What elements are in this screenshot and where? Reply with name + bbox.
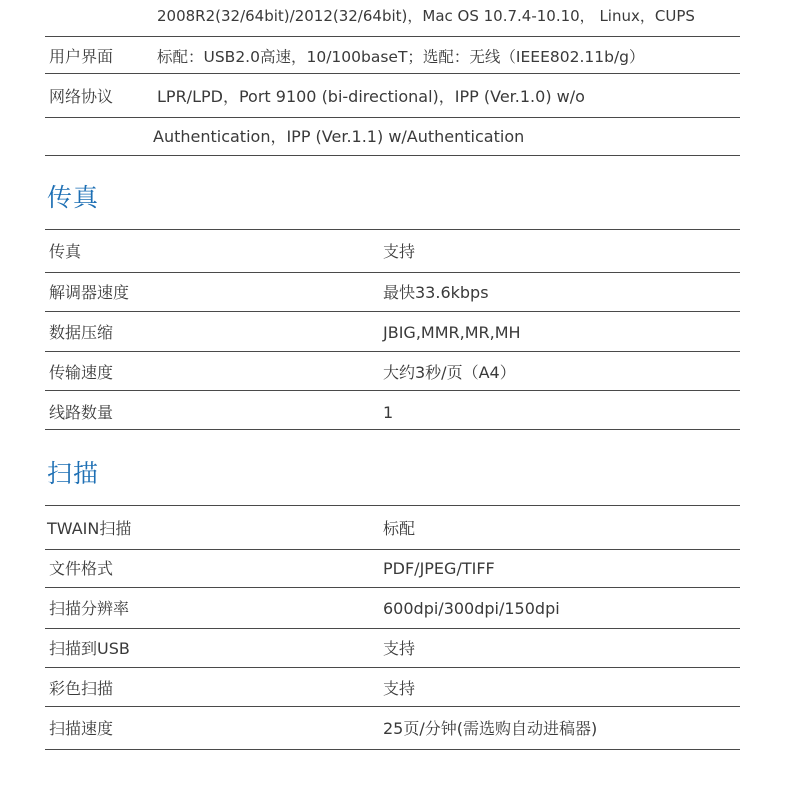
modem-speed-label: 解调器速度 (49, 283, 130, 302)
section-divider (45, 229, 740, 230)
scan-resolution-label: 扫描分辨率 (49, 599, 130, 618)
fax-value: 支持 (383, 242, 416, 261)
row-divider (45, 155, 740, 156)
protocol-value-continuation: Authentication，IPP (Ver.1.1) w/Authentication (153, 127, 525, 146)
row-divider (45, 749, 740, 750)
twain-scan-label: TWAIN扫描 (47, 519, 132, 538)
row-divider (45, 390, 740, 391)
color-scan-label: 彩色扫描 (49, 679, 114, 698)
row-divider (45, 117, 740, 118)
interface-label: 用户界面 (49, 47, 114, 66)
line-count-label: 线路数量 (49, 403, 114, 422)
row-divider (45, 311, 740, 312)
scan-speed-label: 扫描速度 (49, 719, 114, 738)
protocol-label: 网络协议 (49, 87, 114, 106)
modem-speed-value: 最快33.6kbps (383, 283, 489, 302)
twain-scan-value: 标配 (383, 519, 416, 538)
file-format-value: PDF/JPEG/TIFF (383, 559, 495, 578)
scan-to-usb-label: 扫描到USB (49, 639, 130, 658)
row-divider (45, 351, 740, 352)
color-scan-value: 支持 (383, 679, 416, 698)
os-support-continuation: 2008R2(32/64bit)/2012(32/64bit)，Mac OS 10.7.4-10.10， Linux，CUPS (157, 7, 695, 25)
row-divider (45, 587, 740, 588)
interface-value: 标配：USB2.0高速，10/100baseT；选配：无线（IEEE802.11b/g） (157, 48, 645, 66)
section-divider (45, 505, 740, 506)
line-count-value: 1 (383, 403, 394, 422)
scan-section-title: 扫描 (47, 459, 100, 488)
row-divider (45, 667, 740, 668)
protocol-value: LPR/LPD，Port 9100 (bi-directional)，IPP (Ver.1.0) w/o (157, 87, 585, 106)
row-divider (45, 429, 740, 430)
row-divider (45, 272, 740, 273)
row-divider (45, 73, 740, 74)
row-divider (45, 36, 740, 37)
compression-label: 数据压缩 (49, 323, 114, 342)
fax-section-title: 传真 (47, 183, 100, 212)
file-format-label: 文件格式 (49, 559, 114, 578)
fax-label: 传真 (49, 242, 82, 261)
row-divider (45, 628, 740, 629)
row-divider (45, 706, 740, 707)
transmission-speed-label: 传输速度 (49, 363, 114, 382)
scan-resolution-value: 600dpi/300dpi/150dpi (383, 599, 560, 618)
compression-value: JBIG,MMR,MR,MH (383, 323, 521, 342)
transmission-speed-value: 大约3秒/页（A4） (383, 363, 516, 382)
scan-to-usb-value: 支持 (383, 639, 416, 658)
scan-speed-value: 25页/分钟(需选购自动进稿器) (383, 719, 598, 738)
row-divider (45, 549, 740, 550)
